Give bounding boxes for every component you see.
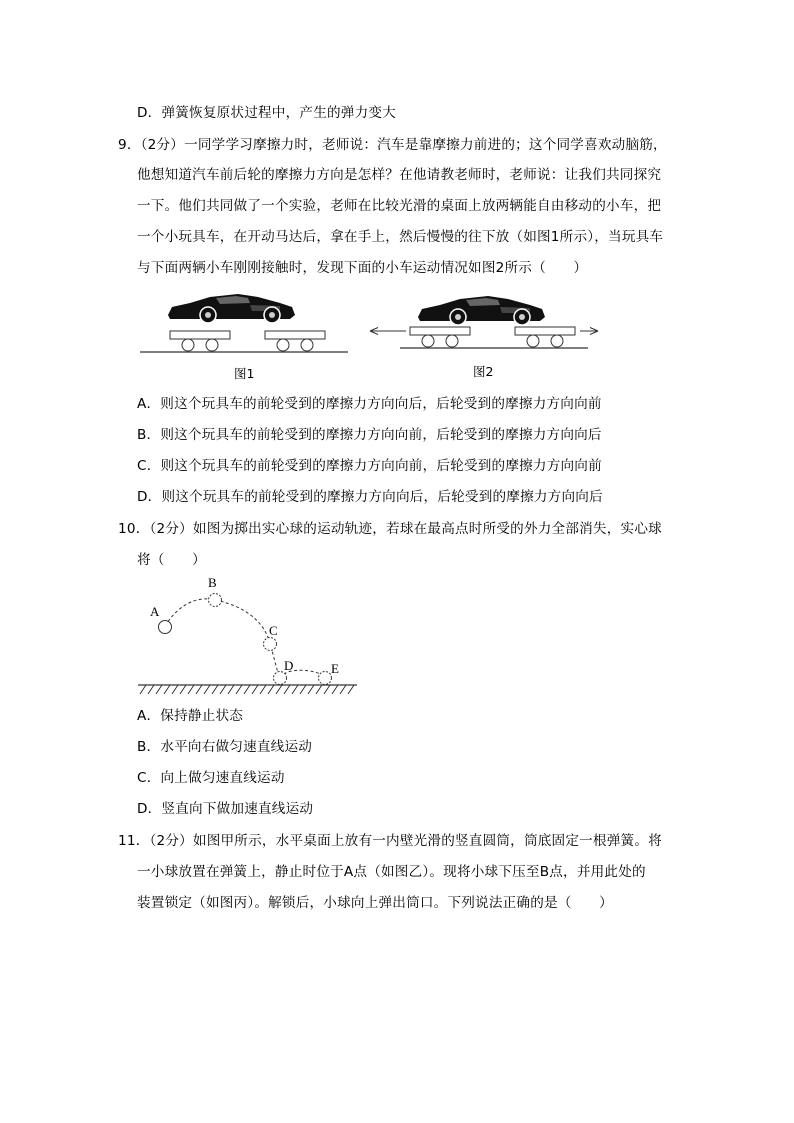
trajectory-path <box>165 599 280 678</box>
q9-stem-line-4: 一个小玩具车，在开动马达后，拿在手上，然后慢慢的往下放（如图1所示），当玩具车 <box>137 229 664 245</box>
q9-option-d: D．则这个玩具车的前轮受到的摩擦力方向向后，后轮受到的摩擦力方向向后 <box>137 489 603 505</box>
q11-stem-line-3: 装置锁定（如图丙）。解锁后，小球向上弹出筒口。下列说法正确的是（ ） <box>137 895 613 911</box>
ball-d <box>274 672 287 685</box>
right-cart <box>265 331 325 339</box>
left-cart <box>170 331 230 339</box>
ball-b <box>209 594 222 607</box>
q10-stem-line-1: 10．（2分）如图为掷出实心球的运动轨迹，若球在最高点时所受的外力全部消失，实心球 <box>118 521 662 537</box>
figure-2-caption: 图2 <box>473 364 494 379</box>
toy-car-figures <box>130 285 610 360</box>
q11-stem-line-2: 一小球放置在弹簧上，静止时位于A点（如图乙）。现将小球下压至B点，并用此处的 <box>137 864 646 880</box>
ball-c <box>264 638 277 651</box>
q9-option-a: A．则这个玩具车的前轮受到的摩擦力方向向后，后轮受到的摩擦力方向向前 <box>137 396 602 412</box>
q10-option-b: B．水平向右做匀速直线运动 <box>137 739 313 755</box>
label-a: A <box>150 604 160 619</box>
q10-option-d: D．竖直向下做加速直线运动 <box>137 801 314 817</box>
q10-stem-line-2: 将（ ） <box>137 552 206 568</box>
q11-stem-line-1: 11．（2分）如图甲所示，水平桌面上放有一内壁光滑的竖直圆筒，筒底固定一根弹簧。将 <box>118 833 662 849</box>
q9-stem-line-5: 与下面两辆小车刚刚接触时，发现下面的小车运动情况如图2所示（ ） <box>137 260 588 276</box>
figure-2-drawing <box>370 296 598 348</box>
q10-option-c: C．向上做匀速直线运动 <box>137 770 285 786</box>
figure-1-caption: 图1 <box>234 366 255 381</box>
ball-a <box>159 621 172 634</box>
q9-option-c: C．则这个玩具车的前轮受到的摩擦力方向向前，后轮受到的摩擦力方向向前 <box>137 458 602 474</box>
q9-stem-line-2: 他想知道汽车前后轮的摩擦力方向是怎样？在他请教老师时，老师说：让我们共同探究 <box>137 167 662 183</box>
ball-e <box>319 672 332 685</box>
figure-1-drawing <box>140 294 348 352</box>
label-c: C <box>269 623 278 638</box>
q10-option-a: A．保持静止状态 <box>137 708 244 724</box>
q9-stem-line-1: 9．（2分）一同学学习摩擦力时，老师说：汽车是靠摩擦力前进的；这个同学喜欢动脑筋， <box>118 137 667 153</box>
q9-stem-line-3: 一下。他们共同做了一个实验，老师在比较光滑的桌面上放两辆能自由移动的小车，把 <box>137 198 662 214</box>
q9-option-b: B．则这个玩具车的前轮受到的摩擦力方向向前，后轮受到的摩擦力方向向后 <box>137 427 602 443</box>
label-b: B <box>208 575 217 590</box>
ball-trajectory-figure <box>135 572 365 697</box>
label-d: D <box>284 658 294 673</box>
ground-hatching <box>140 685 354 694</box>
q8-option-d: D．弹簧恢复原状过程中，产生的弹力变大 <box>137 105 396 121</box>
label-e: E <box>331 661 339 676</box>
